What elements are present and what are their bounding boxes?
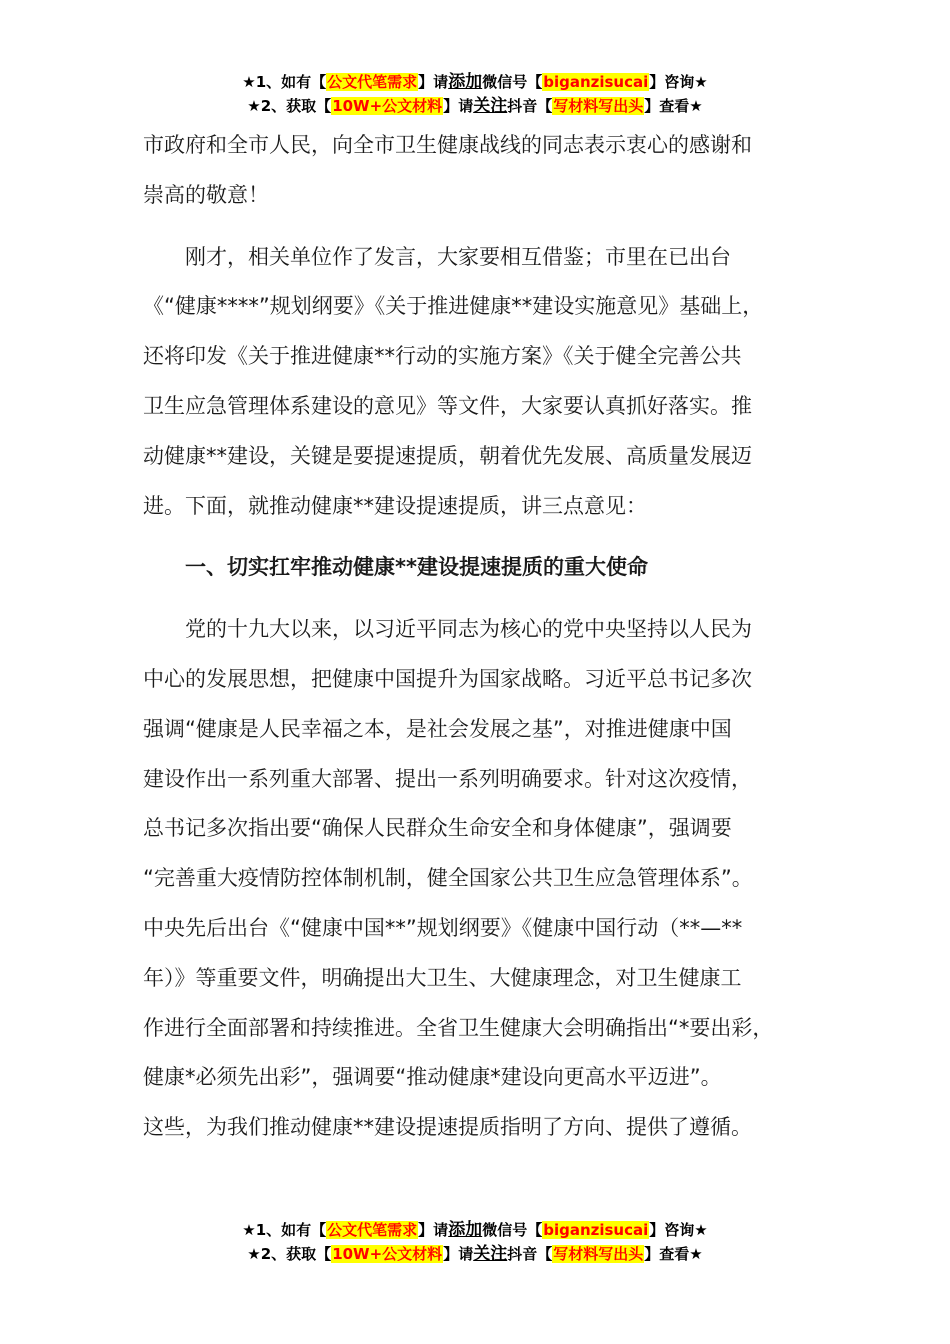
text-line: 年）》等重要文件，明确提出大卫生、大健康理念，对卫生健康工	[143, 965, 742, 990]
text-line: 党的十九大以来，以习近平同志为核心的党中央坚持以人民为	[185, 617, 752, 642]
paragraph-1	[143, 121, 833, 221]
banner-line-2	[0, 94, 950, 118]
banner-emphasis: 添加	[448, 72, 483, 92]
document-body	[143, 121, 833, 1153]
text-line: 建设作出一系列重大部署、提出一系列明确要求。针对这次疫情，	[143, 766, 752, 791]
banner-highlight: biganzisucai	[543, 73, 649, 91]
section-heading: 一、切实扛牢推动健康**建设提速提质的重大使命	[185, 555, 648, 580]
text-line: 市政府和全市人民，向全市卫生健康战线的同志表示衷心的感谢和	[143, 133, 752, 157]
text-line: 进。下面，就推动健康**建设提速提质，讲三点意见：	[143, 493, 647, 518]
banner-text: 微信号【	[482, 1221, 543, 1239]
banner-highlight: 写材料写出头	[553, 1245, 644, 1263]
banner-highlight: 公文代笔需求	[327, 73, 418, 91]
banner-text: 抖音【	[507, 97, 553, 115]
banner-emphasis: 关注	[473, 1244, 508, 1264]
text-line: 总书记多次指出要“确保人民群众生命安全和身体健康”，强调要	[143, 816, 732, 841]
banner-line-1	[0, 70, 950, 94]
text-line: 这些，为我们推动健康**建设提速提质指明了方向、提供了遵循。	[143, 1115, 752, 1140]
banner-text: 】请	[418, 73, 449, 91]
banner-line-1	[0, 1218, 950, 1242]
banner-emphasis: 添加	[448, 1220, 483, 1240]
text-line: “完善重大疫情防控体制机制，健全国家公共卫生应急管理体系”。	[143, 866, 753, 891]
text-line: 动健康**建设，关键是要提速提质，朝着优先发展、高质量发展迈	[143, 443, 752, 468]
banner-highlight: 10W+公文材料	[332, 1245, 443, 1263]
paragraph-3	[143, 605, 833, 1153]
banner-text: 】查看★	[644, 97, 703, 115]
banner-text: 微信号【	[482, 73, 543, 91]
text-line: 中心的发展思想，把健康中国提升为国家战略。习近平总书记多次	[143, 666, 752, 691]
banner-text: 】咨询★	[649, 73, 708, 91]
text-line: 还将印发《关于推进健康**行动的实施方案》《关于健全完善公共	[143, 344, 742, 369]
banner-text: 】查看★	[644, 1245, 703, 1263]
banner-text: ★2、获取【	[247, 1245, 332, 1263]
banner-text: ★1、如有【	[242, 1221, 327, 1239]
text-line: 健康*必须先出彩”，强调要“推动健康*建设向更高水平迈进”。	[143, 1065, 722, 1090]
banner-emphasis: 关注	[473, 96, 508, 116]
banner-highlight: biganzisucai	[543, 1221, 649, 1239]
text-line: 作进行全面部署和持续推进。全省卫生健康大会明确指出“*要出彩，	[143, 1015, 774, 1040]
text-line: 《“健康****”规划纲要》《关于推进健康**建设实施意见》基础上，	[143, 294, 764, 319]
banner-highlight: 10W+公文材料	[332, 97, 443, 115]
banner-text: 】请	[443, 97, 474, 115]
header-banner	[0, 70, 950, 118]
text-line: 崇高的敬意！	[143, 182, 269, 207]
text-line: 强调“健康是人民幸福之本，是社会发展之基”，对推进健康中国	[143, 716, 732, 741]
text-line: 刚才，相关单位作了发言，大家要相互借鉴；市里在已出台	[185, 244, 731, 269]
text-line: 中央先后出台《“健康中国**”规划纲要》《健康中国行动（**—**	[143, 915, 743, 940]
banner-line-2	[0, 1242, 950, 1266]
banner-text: 】请	[418, 1221, 449, 1239]
banner-text: 】咨询★	[649, 1221, 708, 1239]
banner-text: ★1、如有【	[242, 73, 327, 91]
banner-text: 】请	[443, 1245, 474, 1263]
banner-highlight: 写材料写出头	[553, 97, 644, 115]
footer-banner	[0, 1218, 950, 1266]
text-line: 卫生应急管理体系建设的意见》等文件，大家要认真抓好落实。推	[143, 393, 752, 418]
banner-highlight: 公文代笔需求	[327, 1221, 418, 1239]
banner-text: ★2、获取【	[247, 97, 332, 115]
banner-text: 抖音【	[507, 1245, 553, 1263]
paragraph-2	[143, 233, 833, 532]
